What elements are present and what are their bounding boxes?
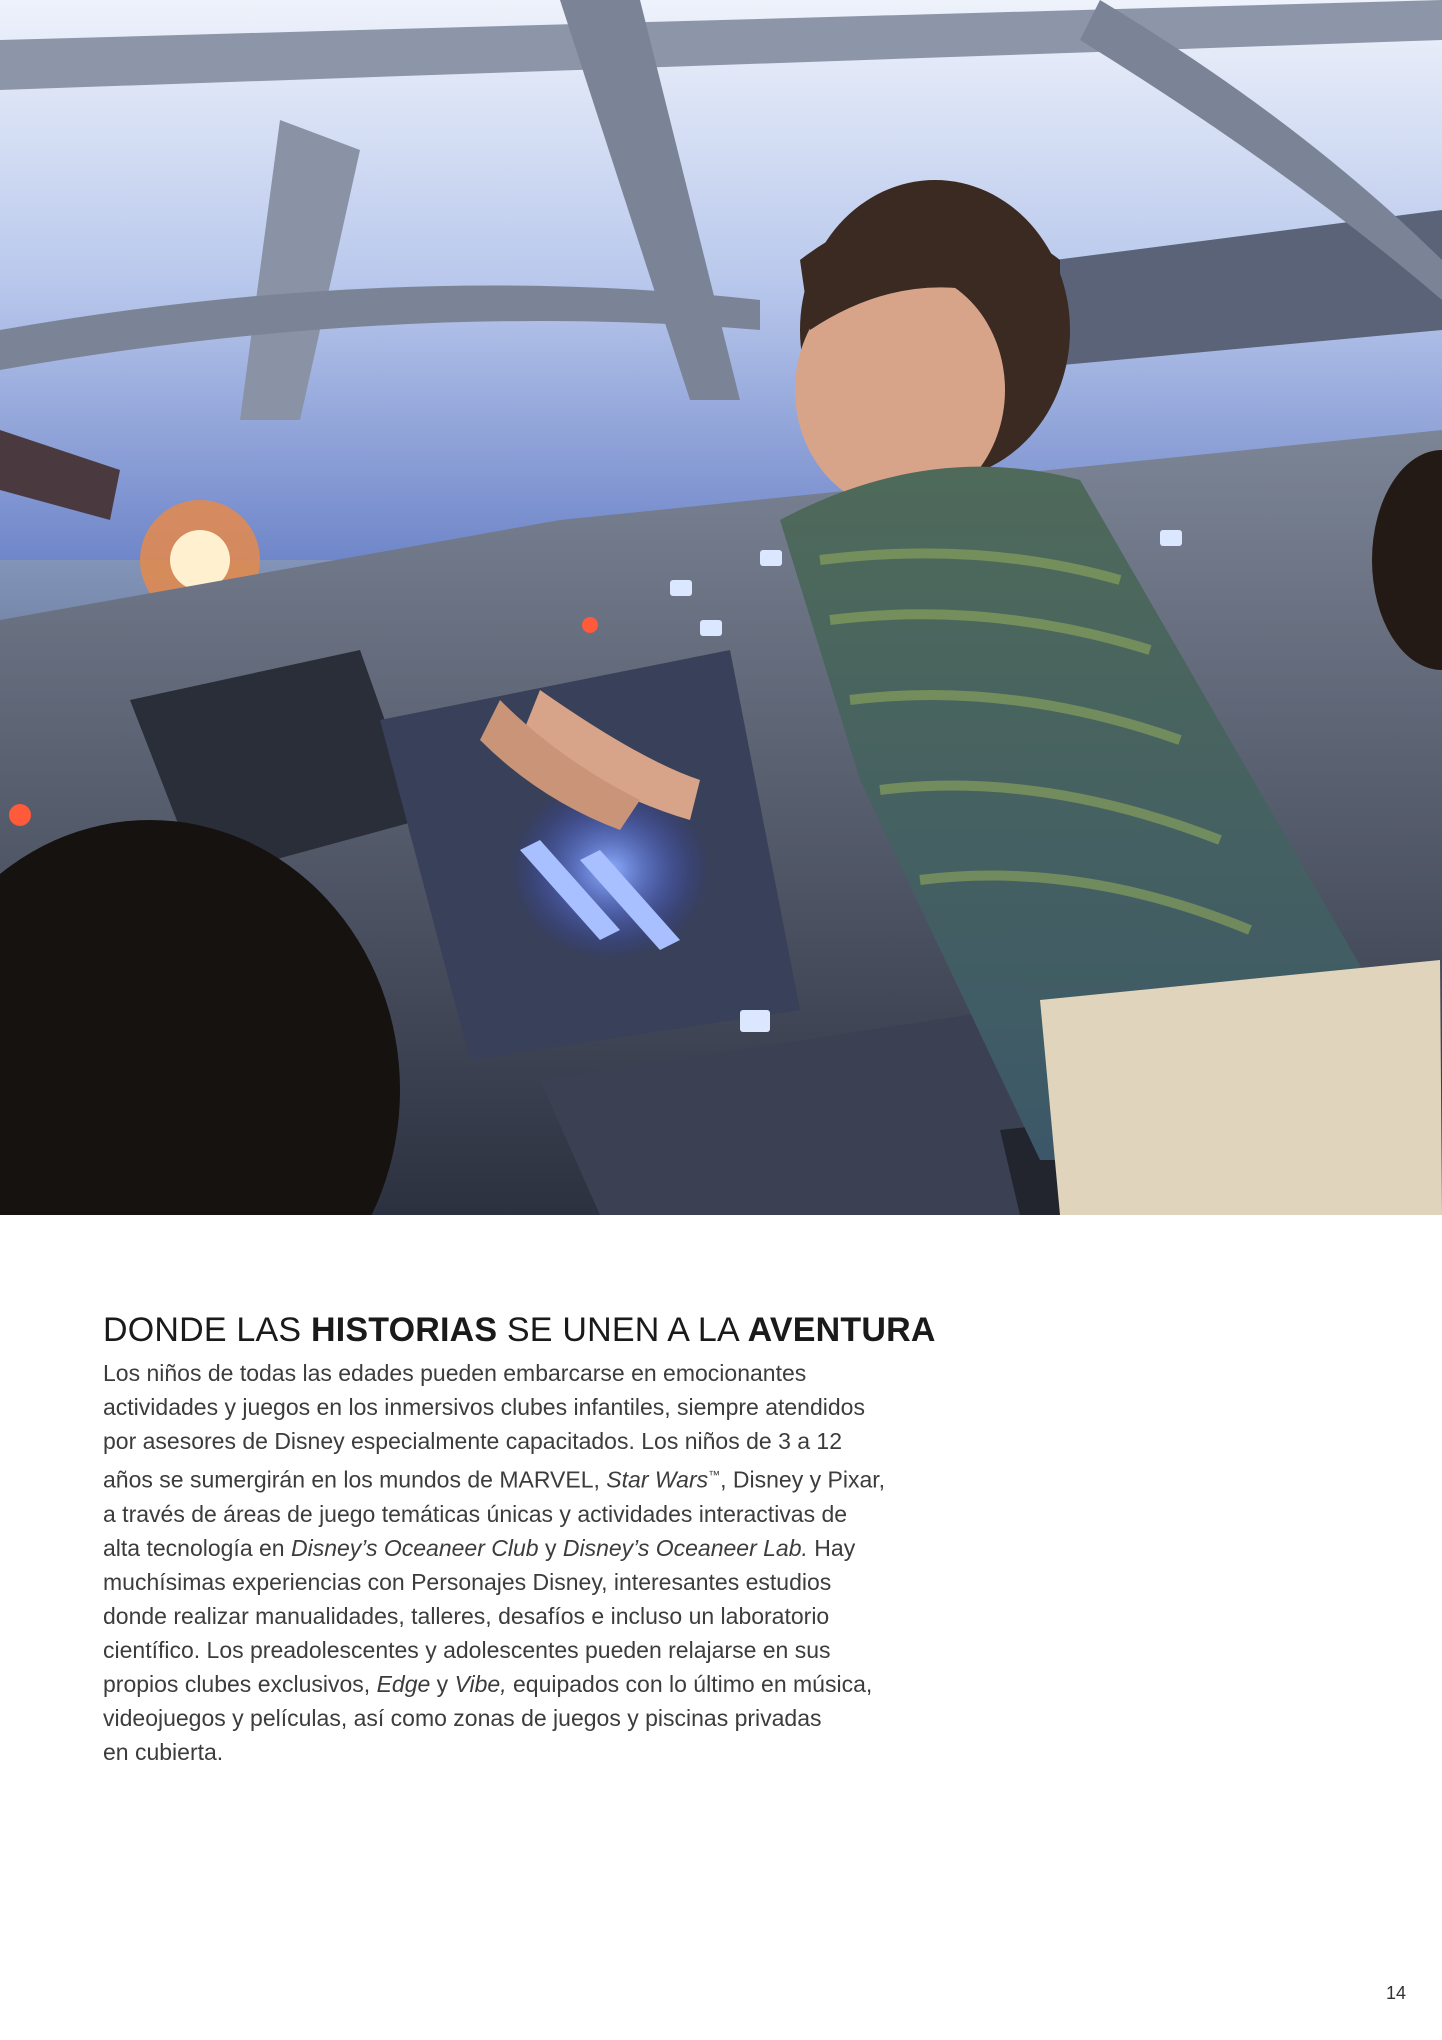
body-line-6-c: y (538, 1534, 563, 1561)
heading-bold-historias: HISTORIAS (310, 1311, 498, 1349)
oceaneer-club-italic: Disney’s Oceaneer Club (290, 1534, 539, 1561)
edge-italic: Edge (376, 1670, 431, 1697)
body-line-9: científico. Los preadolescentes y adolescentes pueden relajarse en sus (103, 1636, 831, 1663)
body-line-4 (103, 1458, 963, 1497)
body-line-6-a: alta tecnología en (103, 1534, 291, 1561)
body-line-6 (103, 1531, 963, 1565)
body-line-5: a través de áreas de juego temáticas únicas y actividades interactivas de (103, 1500, 848, 1527)
body-line-6-e: Hay (807, 1534, 856, 1561)
trademark-symbol: ™ (708, 1468, 721, 1482)
body-line-10-e: equipados con lo último en música, (506, 1670, 873, 1697)
heading-part-1: DONDE LAS (103, 1311, 311, 1349)
oceaneer-lab-italic: Disney’s Oceaneer Lab. (562, 1534, 808, 1561)
body-line-1: Los niños de todas las edades pueden embarcarse en emocionantes (103, 1360, 807, 1386)
body-line-2: actividades y juegos en los inmersivos clubes infantiles, siempre atendidos (103, 1394, 865, 1420)
section-heading (103, 1310, 963, 1350)
body-line-10-a: propios clubes exclusivos, (103, 1670, 377, 1697)
body-line-8: donde realizar manualidades, talleres, desafíos e incluso un laboratorio (103, 1602, 830, 1629)
body-line-3: por asesores de Disney especialmente capacitados. Los niños de 3 a 12 (103, 1428, 843, 1454)
heading-part-2: SE UNEN A LA (497, 1311, 748, 1349)
body-line-4-a: años se sumergirán en los mundos de MARVEL, (103, 1466, 607, 1493)
body-paragraph (103, 1356, 963, 1769)
body-line-7: muchísimas experiencias con Personajes Disney, interesantes estudios (103, 1568, 832, 1595)
heading-bold-aventura: AVENTURA (747, 1311, 936, 1349)
body-line-4-c: , Disney y Pixar, (720, 1466, 886, 1493)
body-line-10 (103, 1667, 963, 1701)
star-wars-italic: Star Wars (606, 1466, 709, 1493)
vibe-italic: Vibe, (454, 1670, 507, 1697)
body-line-10-c: y (430, 1670, 455, 1697)
body-line-12: en cubierta. (103, 1738, 224, 1765)
article (103, 1310, 963, 1769)
page-number: 14 (1385, 1983, 1406, 2003)
body-line-11: videojuegos y películas, así como zonas de juegos y piscinas privadas (103, 1704, 822, 1731)
